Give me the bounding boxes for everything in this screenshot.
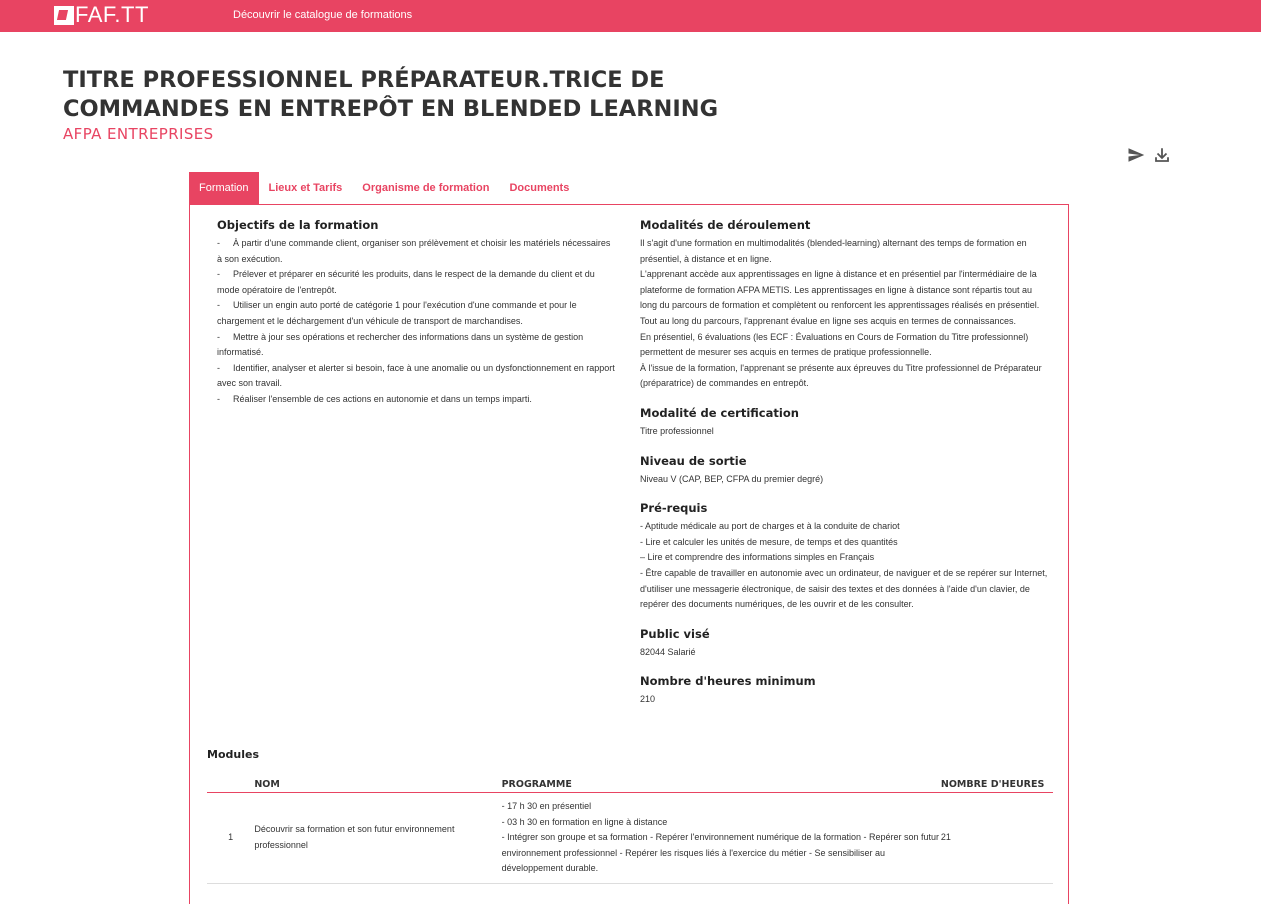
module-number: 1 bbox=[207, 793, 254, 884]
objectives-title: Objectifs de la formation bbox=[217, 218, 379, 232]
page-title: TITRE PROFESSIONNEL PRÉPARATEUR.TRICE DE COMMANDES EN ENTREPÔT EN BLENDED LEARNING bbox=[63, 67, 719, 122]
top-bar bbox=[0, 0, 1261, 32]
catalog-link[interactable]: Découvrir le catalogue de formations bbox=[233, 9, 413, 21]
objective-item: - Utiliser un engin auto porté de catégorie 1 pour l'exécution d'une commande et pour le chargement et le déchargement d'un véhicule de transport de marchandises. bbox=[217, 300, 577, 326]
programme-line: - 17 h 30 en présentiel bbox=[501, 801, 592, 811]
modules-table bbox=[207, 763, 1053, 884]
objective-item: - À partir d'une commande client, organiser son prélèvement et choisir les matériels nécessaires à son exécution. bbox=[217, 238, 611, 264]
modalites-line: En présentiel, 6 évaluations (les ECF : Évaluations en Cours de Formation du Titre professionnel) permettent de mesurer ses acquis en termes de pratique professionnelle. bbox=[640, 331, 1029, 358]
objective-item: - Réaliser l'ensemble de ces actions en autonomie et dans un temps imparti. bbox=[217, 393, 532, 404]
certification-title: Modalité de certification bbox=[640, 405, 799, 420]
modules-header-row bbox=[207, 763, 1053, 793]
modalites-line: Il s'agit d'une formation en multimodalités (blended-learning) alternant des temps de formation en présentiel, à distance et en ligne. bbox=[640, 238, 1027, 264]
public-section bbox=[640, 627, 1050, 661]
public-title: Public visé bbox=[640, 626, 710, 641]
module-name: Découvrir sa formation et son futur environnement professionnel bbox=[254, 793, 501, 884]
tab-organisme[interactable]: Organisme de formation bbox=[362, 182, 490, 194]
modules-title: Modules bbox=[207, 748, 259, 761]
col-programme-header: PROGRAMME bbox=[502, 763, 941, 793]
logo-mark-icon bbox=[54, 6, 74, 25]
share-button[interactable] bbox=[1127, 146, 1145, 164]
modalites-title: Modalités de déroulement bbox=[640, 218, 811, 232]
niveau-section bbox=[640, 454, 1050, 488]
certification-value: Titre professionnel bbox=[640, 425, 714, 436]
col-num-header bbox=[207, 763, 254, 793]
objective-item: - Identifier, analyser et alerter si besoin, face à une anomalie ou un dysfonctionnement en rapport avec son travail. bbox=[217, 362, 615, 389]
tab-bar bbox=[189, 172, 579, 205]
prerequis-title: Pré-requis bbox=[640, 501, 708, 516]
niveau-title: Niveau de sortie bbox=[640, 453, 747, 468]
tab-formation[interactable]: Formation bbox=[189, 172, 259, 205]
programme-line: - Intégrer son groupe et sa formation - Repérer l'environnement numérique de la formation - Repérer son futur environnement professionnel - Repérer les risques liés à l'exercice du métier - Se sensibiliser au développement durable. bbox=[501, 832, 940, 874]
prerequis-line: – Lire et comprendre des informations simples en Français bbox=[640, 552, 875, 563]
niveau-value: Niveau V (CAP, BEP, CFPA du premier degré) bbox=[640, 473, 824, 484]
prerequis-section bbox=[640, 501, 1050, 613]
certification-section bbox=[640, 406, 1050, 440]
table-row bbox=[207, 793, 1053, 884]
modalites-section bbox=[640, 218, 1050, 392]
objective-item: - Mettre à jour ses opérations et rechercher des informations dans un système de gestion informatisé. bbox=[217, 331, 584, 358]
download-button[interactable] bbox=[1153, 146, 1171, 164]
brand-name: FAF.TT bbox=[75, 2, 149, 27]
objective-item: - Prélever et préparer en sécurité les produits, dans le respect de la demande du client et du mode opératoire de l'entrepôt. bbox=[217, 269, 595, 295]
module-hours: 21 bbox=[941, 793, 1053, 884]
modalites-line: À l'issue de la formation, l'apprenant se présente aux épreuves du Titre professionnel de Préparateur (préparatrice) de commandes en entrepôt. bbox=[640, 362, 1042, 389]
prerequis-line: - Être capable de travailler en autonomie avec un ordinateur, de naviguer et de se repérer sur Internet, d'utiliser une messagerie électronique, de saisir des textes et des données à l'aide d'un clavier, de repérer des documents numériques, de les ouvrir et de les consulter. bbox=[640, 567, 1048, 610]
organization-name[interactable]: AFPA ENTREPRISES bbox=[63, 125, 214, 143]
objectives-list bbox=[217, 236, 617, 408]
modalites-line: Tout au long du parcours, l'apprenant évalue en ligne ses acquis en termes de connaissances. bbox=[640, 315, 1016, 326]
col-hours-header: NOMBRE D'HEURES bbox=[941, 763, 1053, 793]
tab-documents[interactable]: Documents bbox=[509, 182, 570, 194]
col-name-header: NOM bbox=[254, 763, 501, 793]
prerequis-line: - Lire et calculer les unités de mesure, de temps et des quantités bbox=[640, 536, 898, 547]
tab-lieux-et-tarifs[interactable]: Lieux et Tarifs bbox=[268, 182, 343, 194]
brand-logo[interactable] bbox=[54, 4, 149, 26]
module-programme bbox=[502, 793, 941, 884]
modalites-line: L'apprenant accède aux apprentissages en ligne à distance et en présentiel par l'intermédiaire de la plateforme de formation AFPA METIS. Les apprentissages en ligne à distance sont répartis tout au long du parcours de formation et complètent ou renforcent les apprentissages réalisés en présentiel. bbox=[640, 269, 1040, 311]
prerequis-line: - Aptitude médicale au port de charges et à la conduite de chariot bbox=[640, 521, 900, 532]
send-icon bbox=[1127, 146, 1145, 164]
download-icon bbox=[1153, 146, 1171, 164]
heures-section bbox=[640, 674, 1050, 708]
details-column bbox=[640, 218, 1050, 722]
heures-title: Nombre d'heures minimum bbox=[640, 674, 816, 689]
formation-panel bbox=[189, 204, 1069, 904]
heures-value: 210 bbox=[640, 694, 656, 705]
objectives-section bbox=[217, 218, 617, 408]
public-value: 82044 Salarié bbox=[640, 646, 696, 657]
programme-line: - 03 h 30 en formation en ligne à distance bbox=[501, 816, 668, 827]
